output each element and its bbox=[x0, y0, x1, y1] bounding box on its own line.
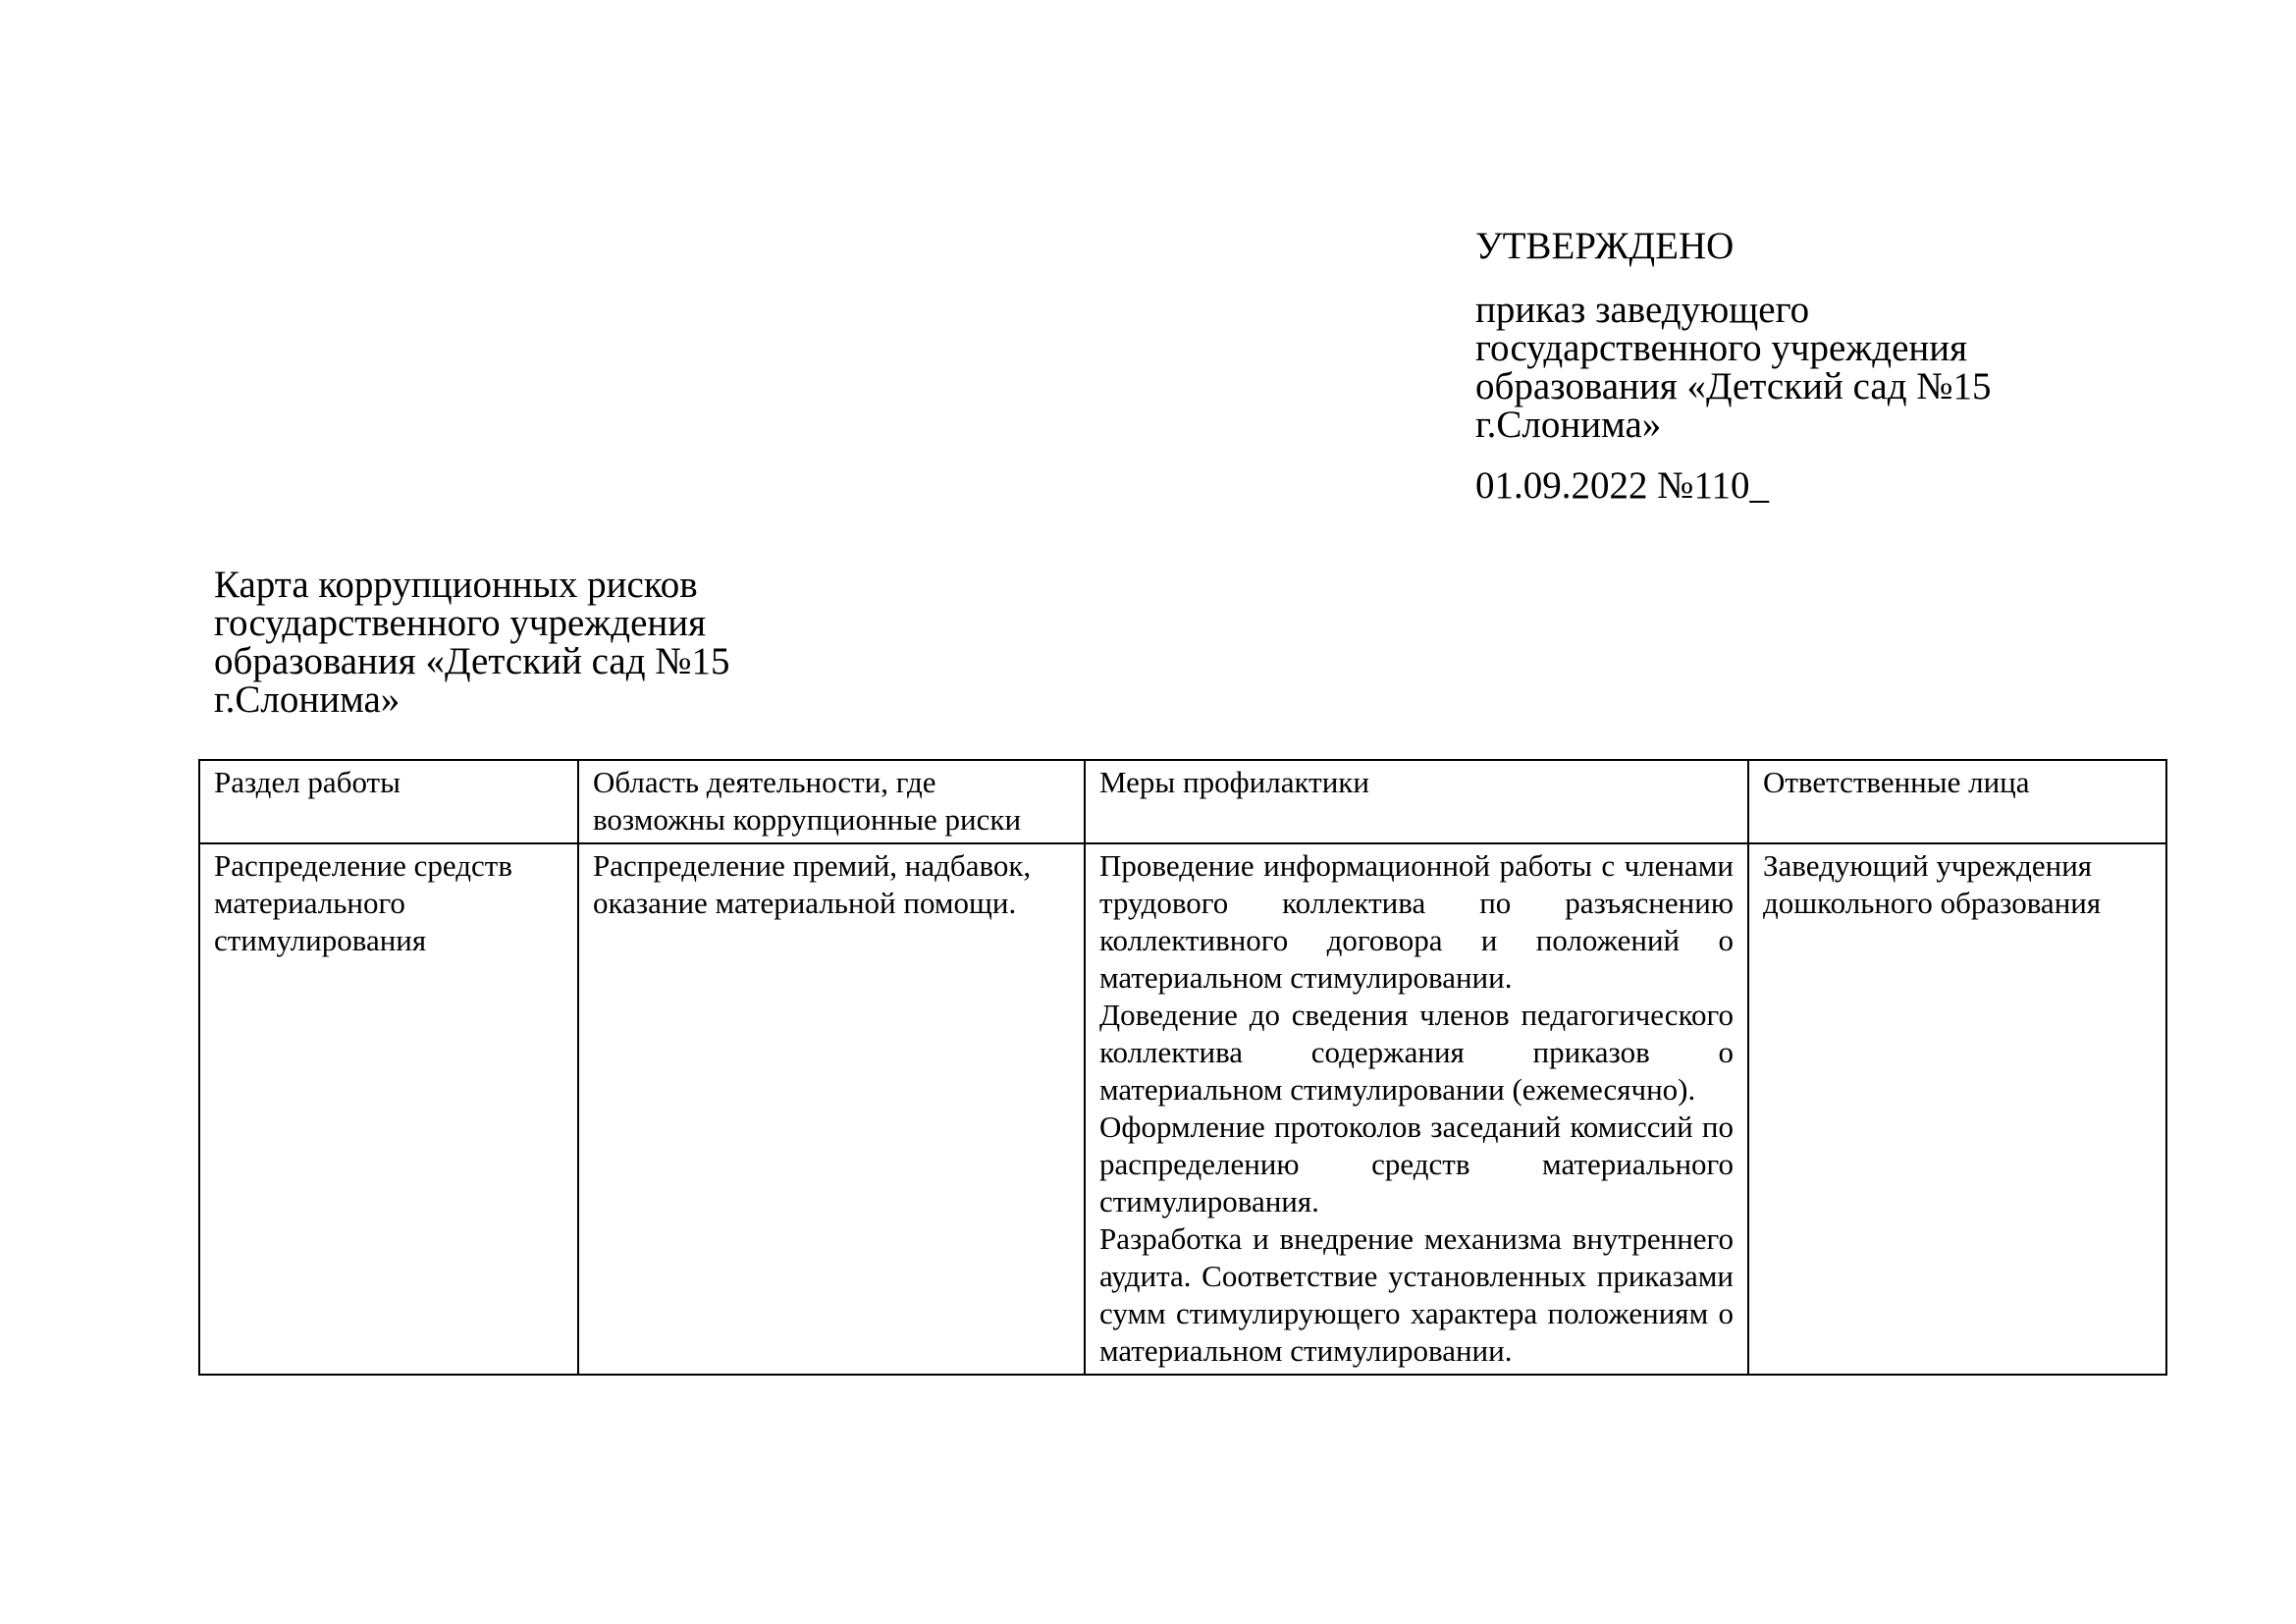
approval-stamp bbox=[1475, 224, 2084, 509]
header-measures: Меры профилактики bbox=[1085, 760, 1748, 843]
measure-item: Доведение до сведения членов педагогического коллектива содержания приказов о материальном стимулировании (ежемесячно). bbox=[1099, 998, 1734, 1107]
header-section: Раздел работы bbox=[199, 760, 578, 843]
risk-map-table bbox=[198, 759, 2167, 1376]
document-title: Карта коррупционных рисков государственного учреждения образования «Детский сад №15 г.Слонима» bbox=[214, 564, 730, 721]
cell-responsible: Заведующий учреждения дошкольного образования bbox=[1748, 843, 2166, 1375]
cell-measures bbox=[1085, 843, 1748, 1375]
cell-area: Распределение премий, надбавок, оказание материальной помощи. bbox=[578, 843, 1085, 1375]
approval-date-number: 01.09.2022 №110_ bbox=[1475, 464, 1770, 507]
table-row bbox=[199, 843, 2166, 1375]
approval-title: УТВЕРЖДЕНО bbox=[1475, 225, 1735, 267]
header-responsible: Ответственные лица bbox=[1748, 760, 2166, 843]
cell-section: Распределение средств материального стимулирования bbox=[199, 843, 578, 1375]
approval-order-text: приказ заведующего государственного учреждения образования «Детский сад №15 г.Слонима» bbox=[1475, 289, 1992, 446]
table-header-row bbox=[199, 760, 2166, 843]
measure-item: Разработка и внедрение механизма внутреннего аудита. Соответствие установленных приказами сумм стимулирующего характера положениям о материальном стимулировании. bbox=[1099, 1221, 1734, 1368]
measure-item: Оформление протоколов заседаний комиссий по распределению средств материального стимулирования. bbox=[1099, 1110, 1734, 1218]
header-area: Область деятельности, где возможны коррупционные риски bbox=[578, 760, 1085, 843]
measure-item: Проведение информационной работы с членами трудового коллектива по разъяснению коллективного договора и положений о материальном стимулировании. bbox=[1099, 848, 1734, 995]
